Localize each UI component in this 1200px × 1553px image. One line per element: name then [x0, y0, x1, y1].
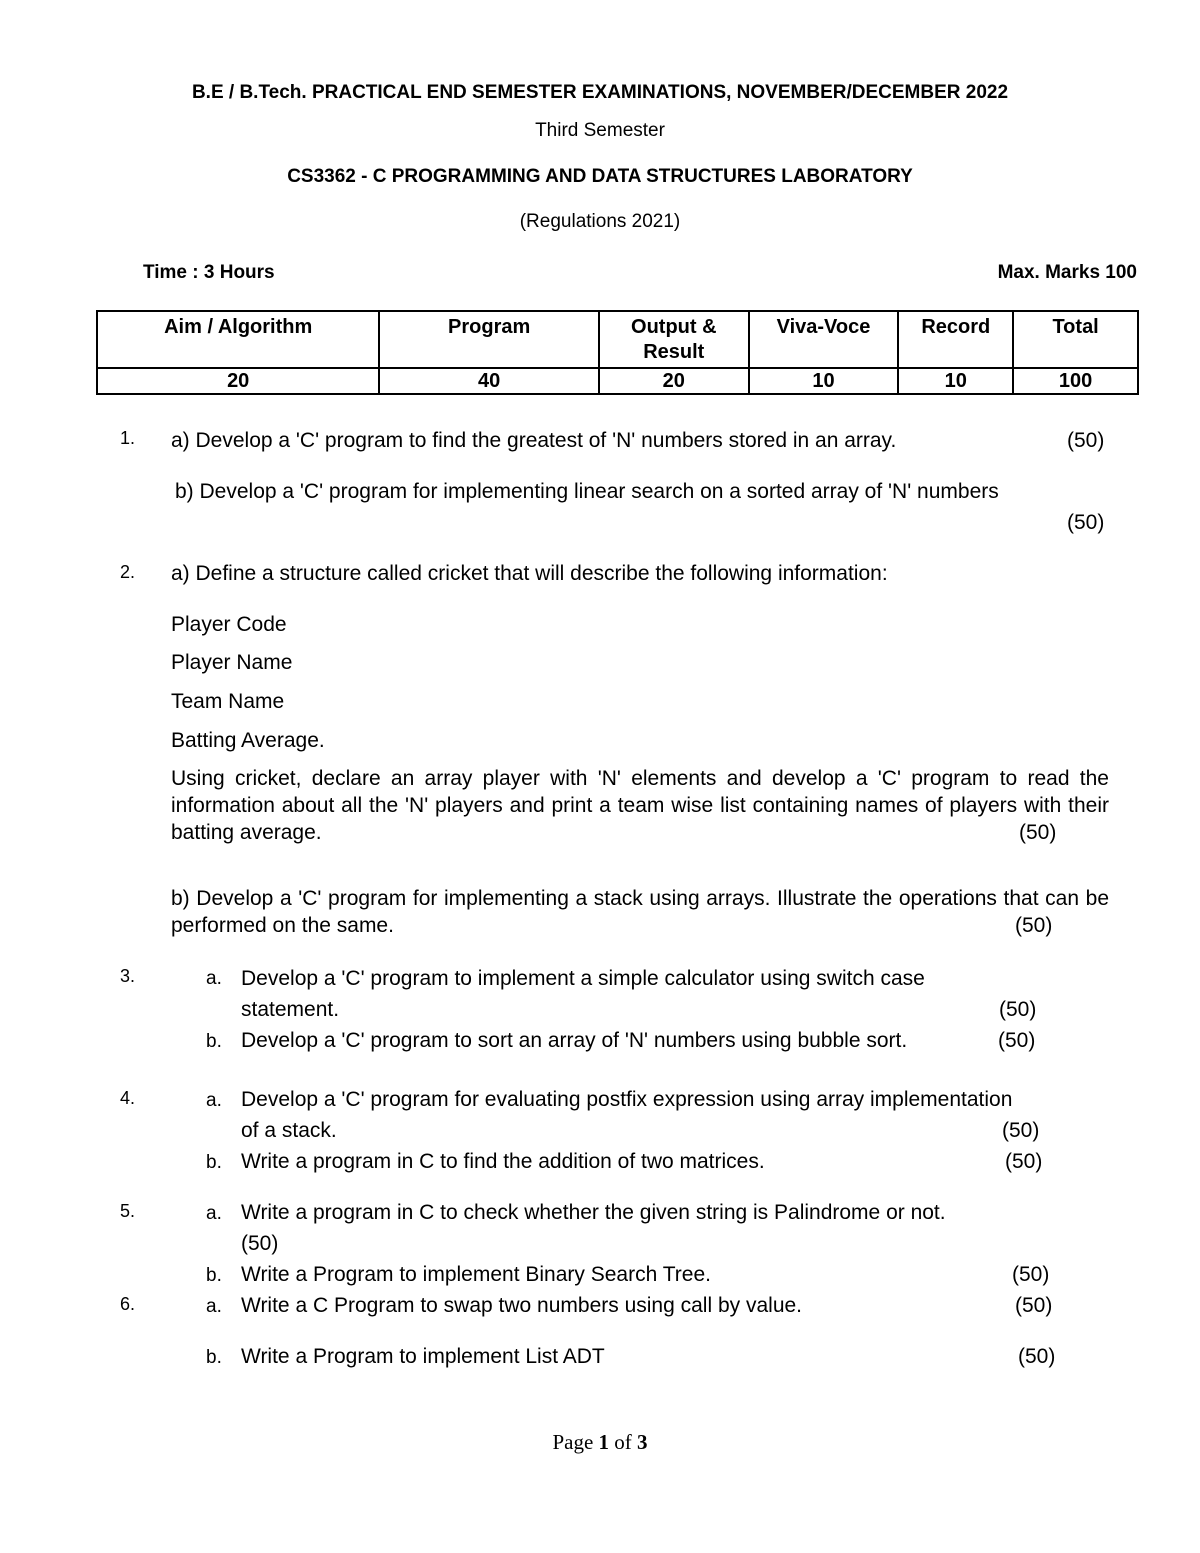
question-1b-text: b) Develop a 'C' program for implementing linear search on a sorted array of 'N' numbers [175, 480, 999, 503]
question-4b-text: Write a program in C to find the addition of two matrices. [241, 1150, 765, 1173]
marks-label: (50) [1018, 1345, 1056, 1368]
question-number: 2. [120, 562, 136, 582]
question-1a-text: a) Develop a 'C' program to find the greatest of 'N' numbers stored in an array. [171, 429, 897, 452]
marks-label: (50) [1067, 429, 1105, 452]
page-of: of [614, 1430, 632, 1454]
question-3a-cont: statement. [241, 998, 340, 1021]
header-cell-line: Result [643, 341, 705, 363]
value-cell: 40 [379, 368, 599, 394]
marks-label: (50) [1012, 1263, 1050, 1286]
question-3a-text: Develop a 'C' program to implement a simple calculator using switch case [241, 967, 925, 990]
header-cell: Total [1013, 311, 1138, 368]
question-4a-cont: of a stack. [241, 1119, 337, 1142]
marks-table [96, 310, 1139, 395]
marks-label: (50) [1005, 1150, 1043, 1173]
header-cell: Aim / Algorithm [97, 311, 379, 368]
question-number: 1. [120, 428, 136, 448]
value-cell: 10 [749, 368, 899, 394]
marks-label: (50) [999, 998, 1037, 1021]
question-number: 4. [120, 1088, 136, 1108]
marks-label: (50) [1067, 511, 1105, 534]
question-5b-text: Write a Program to implement Binary Search Tree. [241, 1263, 711, 1286]
semester-label: Third Semester [535, 120, 665, 141]
sub-label: b. [206, 1152, 222, 1173]
header-cell: Viva-Voce [749, 311, 899, 368]
time-label: Time : 3 Hours [143, 262, 275, 283]
marks-label: (50) [1002, 1119, 1040, 1142]
value-cell: 10 [898, 368, 1013, 394]
question-number: 6. [120, 1294, 136, 1314]
question-6a-text: Write a C Program to swap two numbers using call by value. [241, 1294, 803, 1317]
marks-label: (50) [1015, 1294, 1053, 1317]
exam-title: B.E / B.Tech. PRACTICAL END SEMESTER EXAMINATIONS, NOVEMBER/DECEMBER 2022 [191, 82, 1009, 103]
marks-label: (50) [241, 1232, 279, 1255]
question-2a-body: Using cricket, declare an array player with 'N' elements and develop a 'C' program to read the information about all the 'N' players and print a team wise list containing names of players with their batting average. [171, 767, 1109, 844]
marks-label: (50) [1019, 821, 1057, 844]
marks-table-header-row [97, 311, 1138, 368]
regulations-label: (Regulations 2021) [519, 211, 681, 232]
sub-label: b. [206, 1265, 222, 1286]
value-cell: 20 [599, 368, 749, 394]
question-4a-text: Develop a 'C' program for evaluating postfix expression using array implementation [241, 1088, 1013, 1111]
course-title: CS3362 - C PROGRAMMING AND DATA STRUCTURES LABORATORY [287, 166, 913, 187]
question-2b-text: b) Develop a 'C' program for implementing a stack using arrays. Illustrate the operations that can be performed on the same. [171, 887, 1109, 937]
header-cell: Program [379, 311, 599, 368]
structure-field: Team Name [171, 690, 285, 713]
sub-label: a. [206, 1203, 222, 1224]
value-cell: 20 [97, 368, 379, 394]
value-cell: 100 [1013, 368, 1138, 394]
structure-field: Player Name [171, 651, 293, 674]
header-cell [599, 311, 749, 368]
page-prefix: Page [552, 1430, 594, 1454]
marks-label: (50) [998, 1029, 1036, 1052]
question-2a-text: a) Define a structure called cricket that will describe the following information: [171, 562, 888, 585]
header-cell: Record [898, 311, 1013, 368]
question-number: 5. [120, 1201, 136, 1221]
sub-label: b. [206, 1347, 222, 1368]
marks-label: (50) [1015, 914, 1053, 937]
marks-table-values-row [97, 368, 1138, 394]
question-5a-text: Write a program in C to check whether the given string is Palindrome or not. [241, 1201, 946, 1224]
structure-field: Batting Average. [171, 729, 325, 752]
sub-label: a. [206, 1296, 222, 1317]
structure-field: Player Code [171, 613, 287, 636]
page-footer [0, 1430, 1200, 1455]
question-number: 3. [120, 966, 136, 986]
question-6b-text: Write a Program to implement List ADT [241, 1345, 605, 1368]
page-current: 1 [598, 1430, 610, 1454]
question-3b-text: Develop a 'C' program to sort an array of 'N' numbers using bubble sort. [241, 1029, 908, 1052]
header-cell-line: Output & [631, 316, 717, 338]
page-total: 3 [637, 1430, 648, 1454]
sub-label: a. [206, 1090, 222, 1111]
sub-label: b. [206, 1031, 222, 1052]
max-marks-label: Max. Marks 100 [997, 262, 1137, 283]
sub-label: a. [206, 968, 222, 989]
